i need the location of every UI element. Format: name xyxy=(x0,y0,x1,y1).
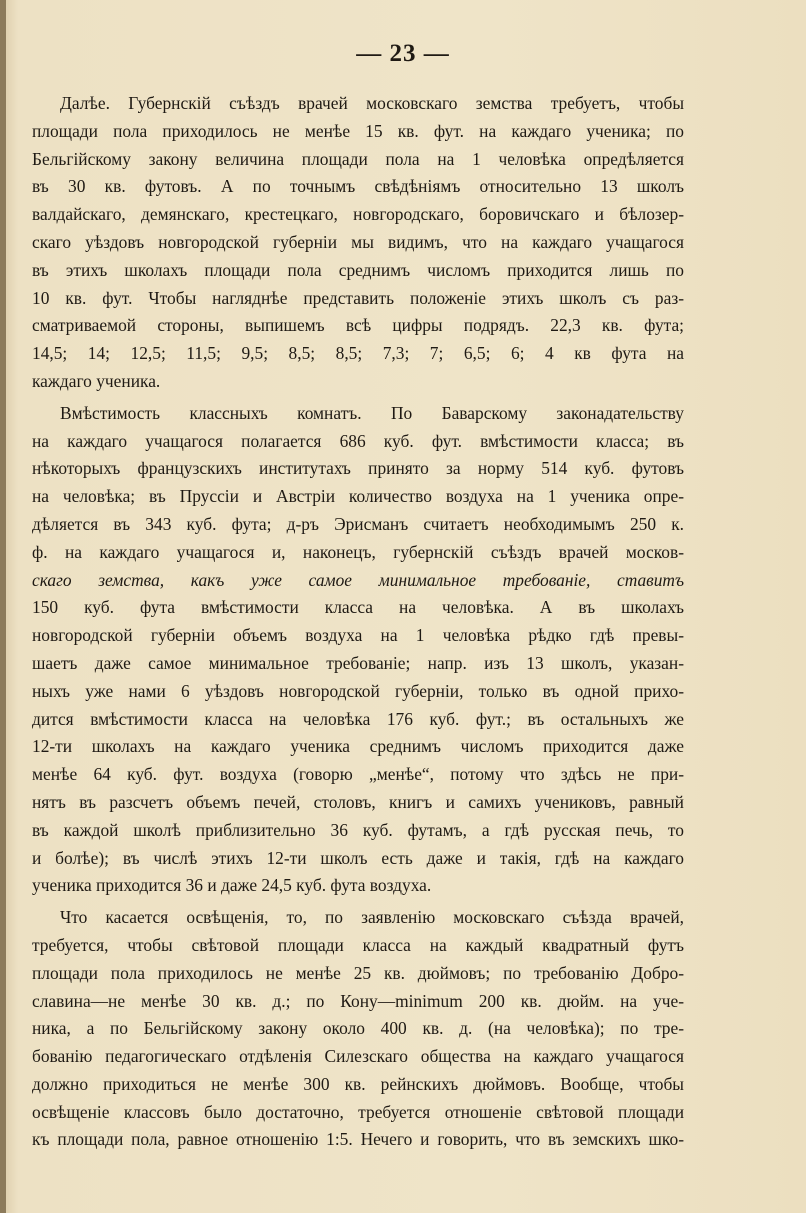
text-line: шаетъ даже самое минимальное требованіе; напр. изъ 13 школъ, указан- xyxy=(32,652,684,673)
text-line: новгородской губерніи объемъ воздуха на 1 человѣка рѣдко гдѣ превы- xyxy=(32,625,684,646)
text-line: и болѣе); въ числѣ этихъ 12-ти школъ есть даже и такія, гдѣ на каждаго xyxy=(32,847,684,868)
text-line: дится вмѣстимости класса на человѣка 176 куб. фут.; въ остальныхъ же xyxy=(32,708,684,729)
text-line: 12-ти школахъ на каждаго ученика среднимъ числомъ приходится даже xyxy=(32,736,684,757)
text-line: менѣе 64 куб. фут. воздуха (говорю „менѣе“, потому что здѣсь не при- xyxy=(32,764,684,785)
paragraph xyxy=(32,400,684,900)
text-line: въ каждой школѣ приблизительно 36 куб. футамъ, а гдѣ русская печь, то xyxy=(32,819,684,840)
text-line: 14,5; 14; 12,5; 11,5; 9,5; 8,5; 8,5; 7,3; 7; 6,5; 6; 4 кв фута на xyxy=(32,343,684,364)
text-line: валдайскаго, демянскаго, крестецкаго, новгородскаго, боровичскаго и бѣлозер- xyxy=(32,204,684,225)
text-line: ф. на каждаго учащагося и, наконецъ, губернскій съѣздъ врачей москов- xyxy=(32,541,684,562)
text-line: въ 30 кв. футовъ. А по точнымъ свѣдѣніямъ относительно 13 школъ xyxy=(32,176,684,197)
text-line: скаго земства, какъ уже самое минимальное требованіе, ставитъ xyxy=(32,569,684,590)
text-line: сматриваемой стороны, выпишемъ всѣ цифры подрядъ. 22,3 кв. фута; xyxy=(32,315,684,336)
paragraph xyxy=(32,90,684,396)
text-line: каждаго ученика. xyxy=(32,370,161,391)
text-line: требуется, чтобы свѣтовой площади класса на каждый квадратный футъ xyxy=(32,934,684,955)
paragraph xyxy=(32,904,684,1154)
text-line: нѣкоторыхъ французскихъ институтахъ принято за норму 514 куб. футовъ xyxy=(32,458,684,479)
text-line: освѣщеніе классовъ было достаточно, требуется отношеніе свѣтовой площади xyxy=(32,1101,684,1122)
text-line: ника, а по Бельгійскому закону около 400 кв. д. (на человѣка); по тре- xyxy=(32,1018,684,1039)
text-line: въ этихъ школахъ площади пола среднимъ числомъ приходится лишь по xyxy=(32,259,684,280)
text-line: ученика приходится 36 и даже 24,5 куб. фута воздуха. xyxy=(32,875,432,896)
text-line: Бельгійскому закону величина площади пола на 1 человѣка опредѣляется xyxy=(32,148,684,169)
text-line: Что касается освѣщенія, то, по заявленію московскаго съѣзда врачей, xyxy=(60,907,684,928)
text-line: бованію педагогическаго отдѣленія Силезскаго общества на каждаго учащагося xyxy=(32,1046,684,1067)
text-line: 150 куб. фута вмѣстимости класса на человѣка. А въ школахъ xyxy=(32,597,684,618)
text-line: 10 кв. фут. Чтобы нагляднѣе представить положеніе этихъ школъ съ раз- xyxy=(32,287,684,308)
text-line: ныхъ уже нами 6 уѣздовъ новгородской губерніи, только въ одной прихо- xyxy=(32,680,684,701)
text-line: должно приходиться не менѣе 300 кв. рейнскихъ дюймовъ. Вообще, чтобы xyxy=(32,1073,684,1094)
text-line: площади пола приходилось не менѣе 15 кв. фут. на каждаго ученика; по xyxy=(32,120,684,141)
text-line: къ площади пола, равное отношенію 1:5. Нечего и говорить, что въ земскихъ шко- xyxy=(32,1129,684,1150)
page-binding-edge xyxy=(0,0,6,1213)
text-line: Вмѣстимость классныхъ комнатъ. По Баварскому законадательству xyxy=(60,402,684,423)
text-line: славина—не менѣе 30 кв. д.; по Кону—minimum 200 кв. дюйм. на уче- xyxy=(32,990,684,1011)
text-line: на каждаго учащагося полагается 686 куб. фут. вмѣстимости класса; въ xyxy=(32,430,684,451)
body-text xyxy=(32,90,684,1154)
page-number: — 23 — xyxy=(356,40,450,67)
text-line: дѣляется въ 343 куб. фута; д-ръ Эрисманъ считаетъ необходимымъ 250 к. xyxy=(32,513,684,534)
text-line: скаго уѣздовъ новгородской губерніи мы видимъ, что на каждаго учащагося xyxy=(32,231,684,252)
text-line: Далѣе. Губернскій съѣздъ врачей московскаго земства требуетъ, чтобы xyxy=(60,93,684,113)
text-line: на человѣка; въ Пруссіи и Австріи количество воздуха на 1 ученика опре- xyxy=(32,486,684,507)
text-line: площади пола приходилось не менѣе 25 кв. дюймовъ; по требованію Добро- xyxy=(32,962,684,983)
text-line: нятъ въ разсчетъ объемъ печей, столовъ, книгъ и самихъ учениковъ, равный xyxy=(32,791,684,812)
